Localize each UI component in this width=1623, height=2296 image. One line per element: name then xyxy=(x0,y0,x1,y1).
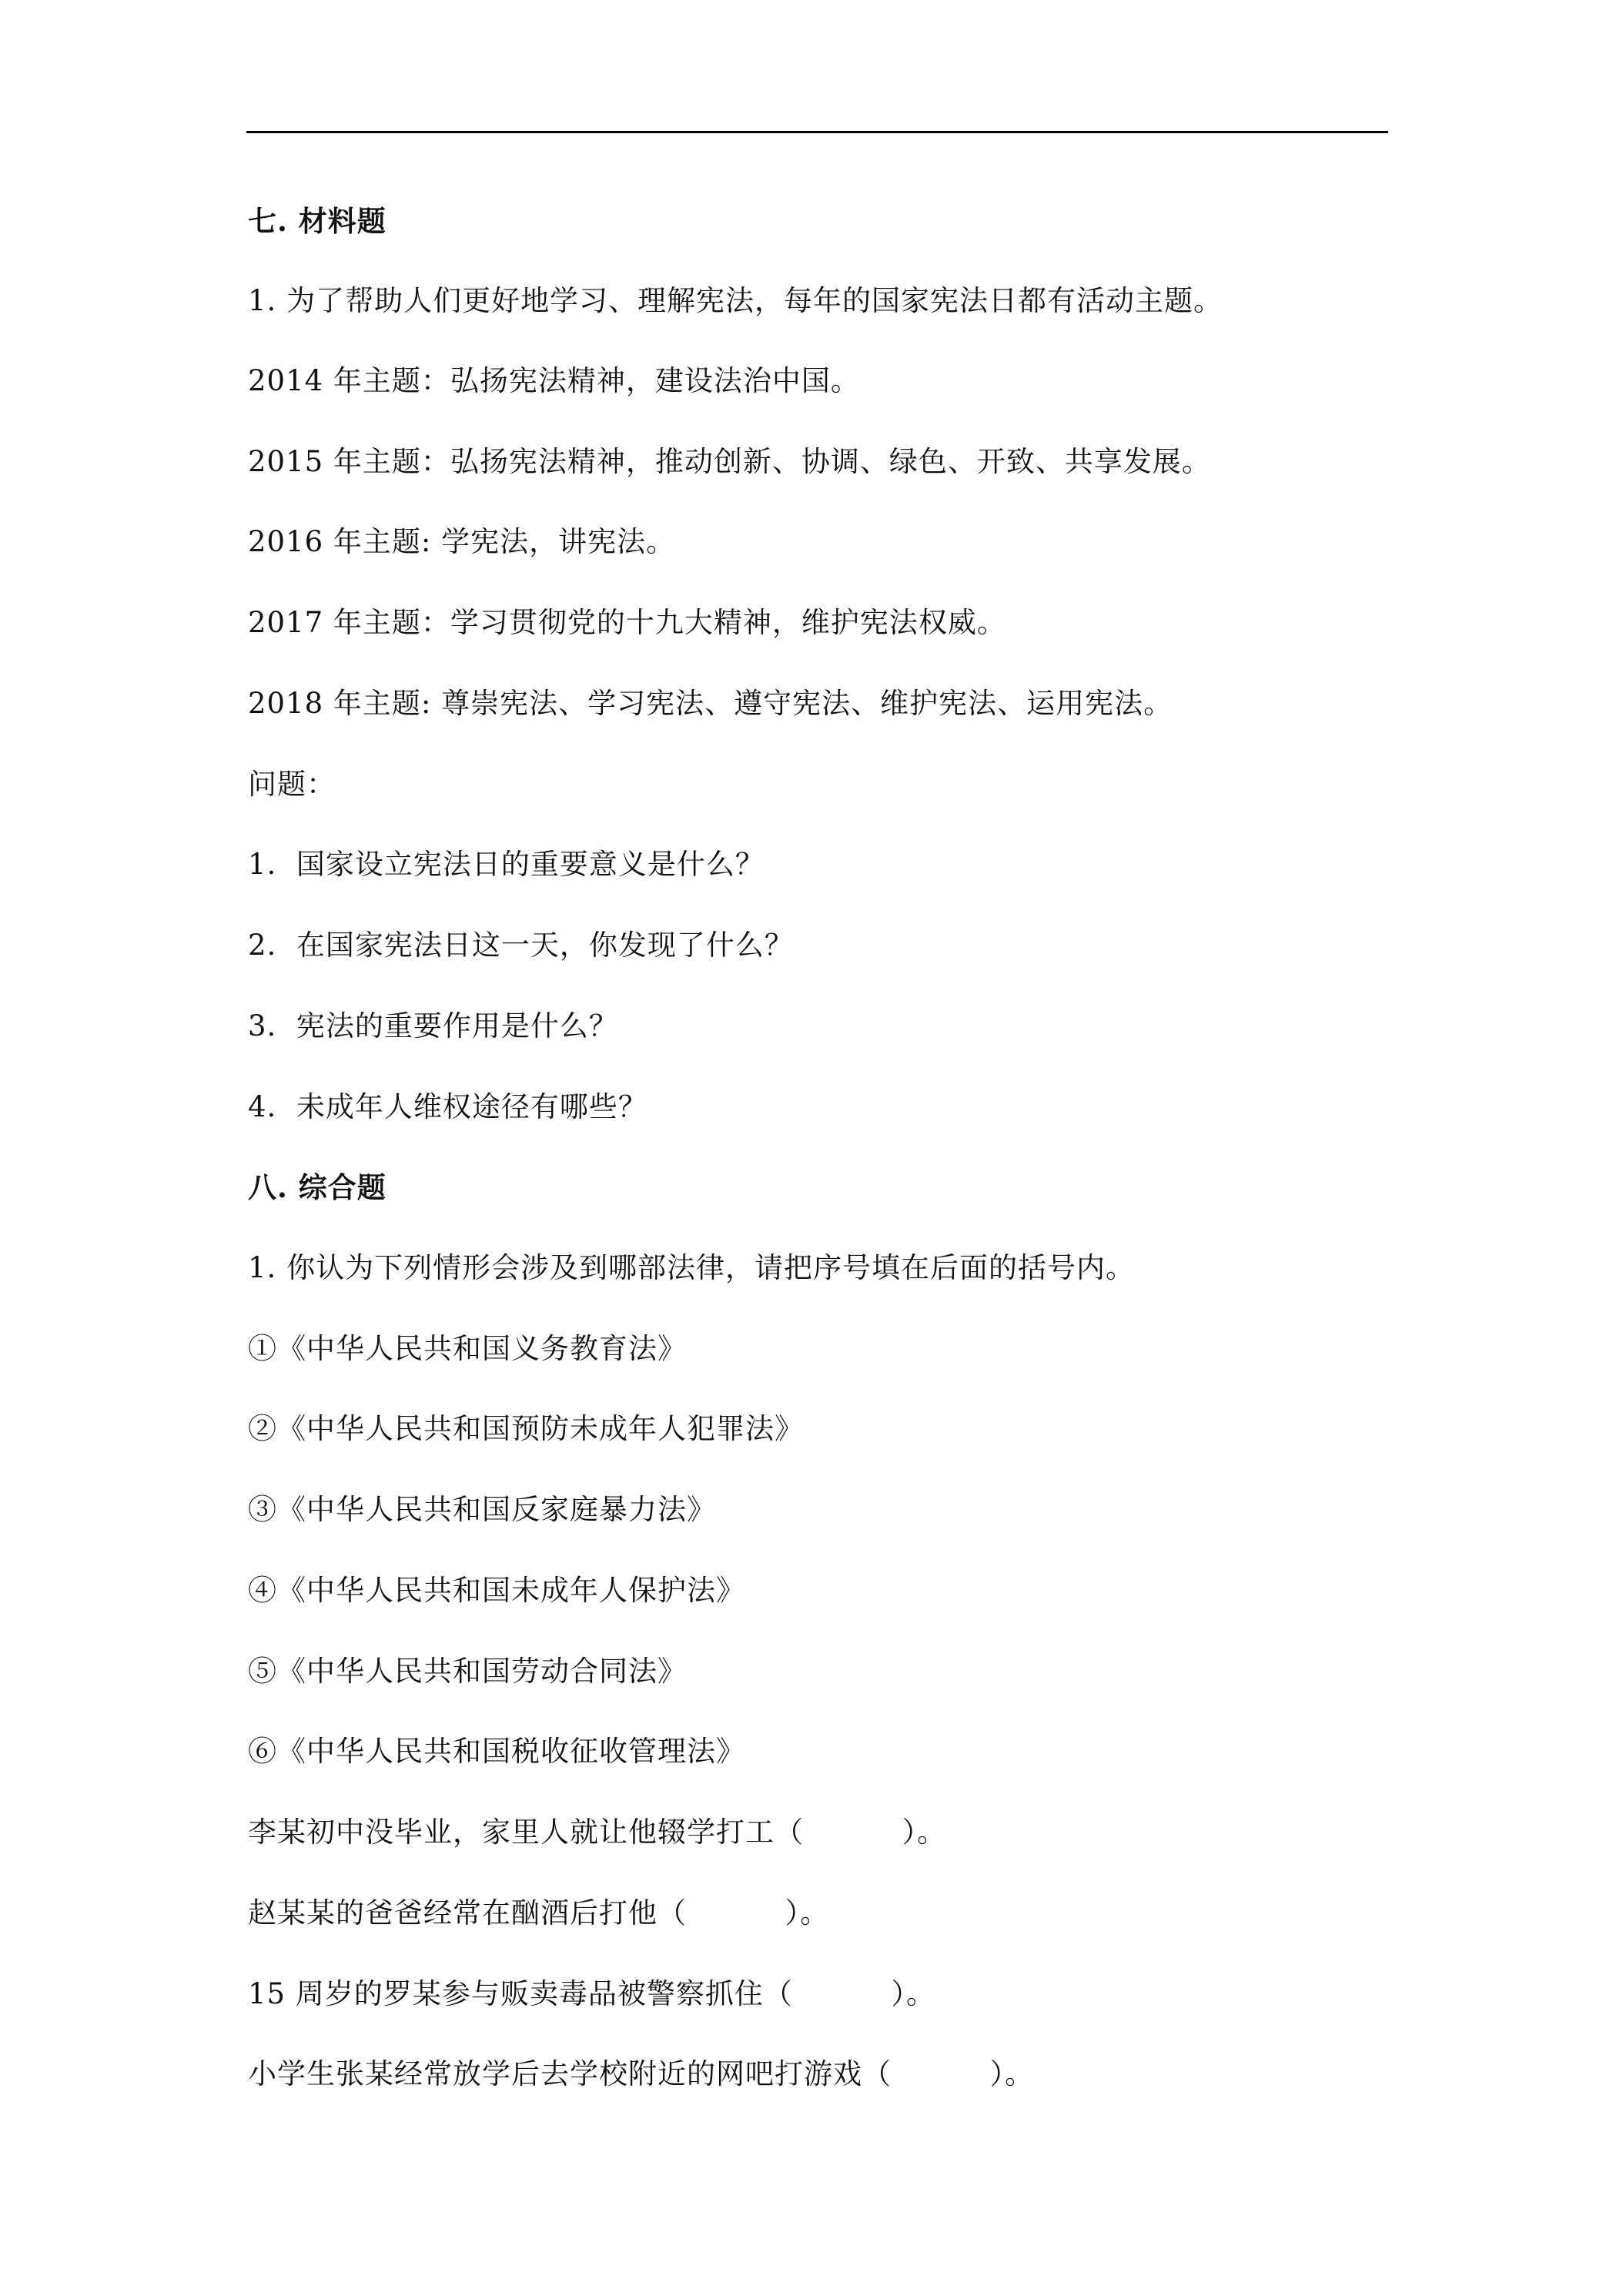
question-item-2: 2. 在国家宪法日这一天，你发现了什么？ xyxy=(248,929,794,962)
law-item-4: ④《中华人民共和国未成年人保护法》 xyxy=(248,1574,745,1607)
theme-2018: 2018 年主题: 尊崇宪法、学习宪法、遵守宪法、维护宪法、运用宪法。 xyxy=(248,687,1173,720)
case-item-3: 15 周岁的罗某参与贩卖毒品被警察抓住（ ）。 xyxy=(248,1977,935,2010)
law-item-1: ①《中华人民共和国义务教育法》 xyxy=(248,1332,687,1365)
question-item-3: 3. 宪法的重要作用是什么？ xyxy=(248,1009,618,1043)
header-rule xyxy=(246,131,1388,133)
law-item-6: ⑥《中华人民共和国税收征收管理法》 xyxy=(248,1735,745,1768)
question-1-intro: 1. 为了帮助人们更好地学习、理解宪法，每年的国家宪法日都有活动主题。 xyxy=(248,284,1223,317)
law-item-3: ③《中华人民共和国反家庭暴力法》 xyxy=(248,1493,716,1526)
law-item-2: ②《中华人民共和国预防未成年人犯罪法》 xyxy=(248,1412,804,1445)
section-7-heading: 七. 材料题 xyxy=(248,204,387,238)
questions-label: 问题： xyxy=(248,768,336,801)
case-item-1: 李某初中没毕业，家里人就让他辍学打工（ ）。 xyxy=(248,1816,947,1849)
law-item-5: ⑤《中华人民共和国劳动合同法》 xyxy=(248,1655,687,1688)
theme-2014: 2014 年主题：弘扬宪法精神，建设法治中国。 xyxy=(248,364,860,397)
case-item-4: 小学生张某经常放学后去学校附近的网吧打游戏（ ）。 xyxy=(248,2057,1035,2090)
question-item-1: 1. 国家设立宪法日的重要意义是什么？ xyxy=(248,848,765,881)
case-item-2: 赵某某的爸爸经常在酗酒后打他（ ）。 xyxy=(248,1896,830,1930)
question-item-4: 4. 未成年人维权途径有哪些？ xyxy=(248,1090,648,1123)
section-8-heading: 八. 综合题 xyxy=(248,1170,387,1204)
section-8-question-1-intro: 1. 你认为下列情形会涉及到哪部法律，请把序号填在后面的括号内。 xyxy=(248,1251,1136,1284)
theme-2015: 2015 年主题：弘扬宪法精神，推动创新、协调、绿色、开致、共享发展。 xyxy=(248,445,1211,478)
theme-2016: 2016 年主题: 学宪法，讲宪法。 xyxy=(248,525,676,558)
theme-2017: 2017 年主题：学习贯彻党的十九大精神，维护宪法权威。 xyxy=(248,606,1006,639)
